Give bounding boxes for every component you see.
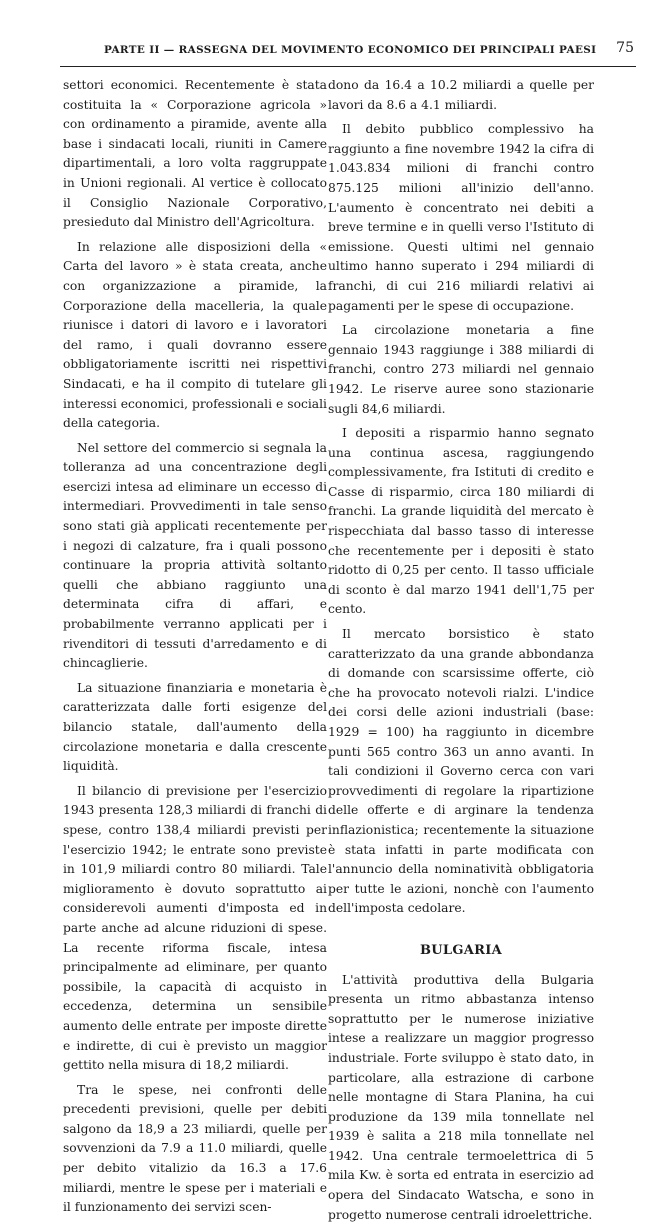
page-header <box>104 40 634 60</box>
paragraph: Nel settore del commercio si segnala la tolleranza ad una concentrazione degli esercizi intesa ad eliminare un eccesso di intermediari. Provvedimenti in tale senso sono stati già applicati recentemente per i negozi di calzature, fra i quali possono continuare la propria attività soltanto quelli che abbiano raggiunto una determinata cifra di affari, e probabilmente verranno applicati per i rivenditori di tessuti d'arredamento e di chincaglierie. <box>63 440 327 671</box>
paragraph: Il mercato borsistico è stato caratterizzato da una grande abbondanza di domande con scarsissime offerte, ciò che ha provocato notevoli rialzi. L'indice dei corsi delle azioni industriali (base: 1929 = 100) ha raggiunto in dicembre punti 565 contro 363 un anno avanti. In tali condizioni il Governo cerca con vari provvedimenti di regolare la ripartizione delle offerte e di arginare la tendenza inflazionistica; recentemente la situazione è stata infatti in parte modificata con l'annuncio della nominatività obbligatoria per tutte le azioni, nonchè con l'aumento dell'imposta cedolare. <box>328 627 594 916</box>
paragraph: I depositi a risparmio hanno segnato una continua ascesa, raggiungendo complessivamente, fra Istituti di credito e Casse di risparmio, circa 180 miliardi di franchi. La grande liquidità del mercato è rispecchiata dal basso tasso di interesse che recentemente per i depositi è stato ridotto di 0,25 per cento. Il tasso ufficiale di sconto è dal marzo 1941 dell'1,75 per cento. <box>328 426 594 617</box>
paragraph: Il debito pubblico complessivo ha raggiunto a fine novembre 1942 la cifra di 1.043.834 milioni di franchi contro 875.125 milioni all'inizio dell'anno. L'aumento è concentrato nei debiti a breve termine e in quelli verso l'Istituto di emissione. Questi ultimi nel gennaio ultimo hanno superato i 294 miliardi di franchi, di cui 216 miliardi relativi ai pagamenti per le spese di occupazione. <box>328 122 594 313</box>
left-column <box>63 76 327 1223</box>
running-title: PARTE II — RASSEGNA DEL MOVIMENTO ECONOMICO DEI PRINCIPALI PAESI <box>104 44 597 56</box>
paragraph: dono da 16.4 a 10.2 miliardi a quelle per lavori da 8.6 a 4.1 miliardi. <box>328 78 594 112</box>
paragraph: La situazione finanziaria e monetaria è caratterizzata dalle forti esigenze del bilancio statale, dall'aumento della circolazione monetaria e dalla crescente liquidità. <box>63 680 327 774</box>
right-column <box>328 76 594 1230</box>
paragraph: Tra le spese, nei confronti delle precedenti previsioni, quelle per debiti salgono da 18,9 a 23 miliardi, quelle per sovvenzioni da 7.9 a 11.0 miliardi, quelle per debito vitalizio da 16.3 a 17.6 miliardi, mentre le spese per i materiali e il funzionamento dei servizi scen- <box>63 1082 327 1215</box>
paragraph: Il bilancio di previsione per l'esercizio 1943 presenta 128,3 miliardi di franchi di spese, contro 138,4 miliardi previsti per l'esercizio 1942; le entrate sono previste in 101,9 miliardi contro 80 miliardi. Tale miglioramento è dovuto soprattutto ai considerevoli aumenti d'imposta ed in parte anche ad alcune riduzioni di spese. La recente riforma fiscale, intesa principalmente ad eliminare, per quanto possibile, la capacità di acquisto in eccedenza, determina un sensibile aumento delle entrate per imposte dirette e indirette, di cui è previsto un maggior gettito nella misura di 18,2 miliardi. <box>63 783 327 1073</box>
page-number: 75 <box>616 40 634 56</box>
paragraph: settori economici. Recentemente è stata costituita la « Corporazione agricola » con ordinamento a piramide, avente alla base i sindacati locali, riuniti in Camere dipartimentali, a loro volta raggruppate in Unioni regionali. Al vertice è collocato il Consiglio Nazionale Corporativo, presieduto dal Ministro dell'Agricoltura. <box>63 78 327 230</box>
paragraph: La circolazione monetaria a fine gennaio 1943 raggiunge i 388 miliardi di franchi, contro 273 miliardi nel gennaio 1942. Le riserve auree sono stazionarie sugli 84,6 miliardi. <box>328 323 594 416</box>
paragraph: L'attività produttiva della Bulgaria presenta un ritmo abbastanza intenso soprattutto per le numerose iniziative intese a realizzare un maggior progresso industriale. Forte sviluppo è stato dato, in particolare, alla estrazione di carbone nelle montagne di Stara Planina, ha cui produzione da 139 mila tonnellate nel 1939 è salita a 218 mila tonnellate nel 1942. Una centrale termoelettrica di 5 mila Kw. è sorta ed entrata in esercizio ad opera del Sindacato Watscha, e sono in progetto numerose centrali idroelettriche. <box>328 972 594 1222</box>
header-rule <box>60 66 636 67</box>
paragraph: In relazione alle disposizioni della « Carta del lavoro » è stata creata, anche con organizzazione a piramide, la Corporazione della macelleria, la quale riunisce i datori di lavoro e i lavoratori del ramo, i quali dovranno essere obbligatoriamente iscritti nei rispettivi Sindacati, e ha il compito di tutelare gli interessi economici, professionali e sociali della categoria. <box>63 239 327 431</box>
section-heading-bulgaria: BULGARIA <box>419 942 503 958</box>
